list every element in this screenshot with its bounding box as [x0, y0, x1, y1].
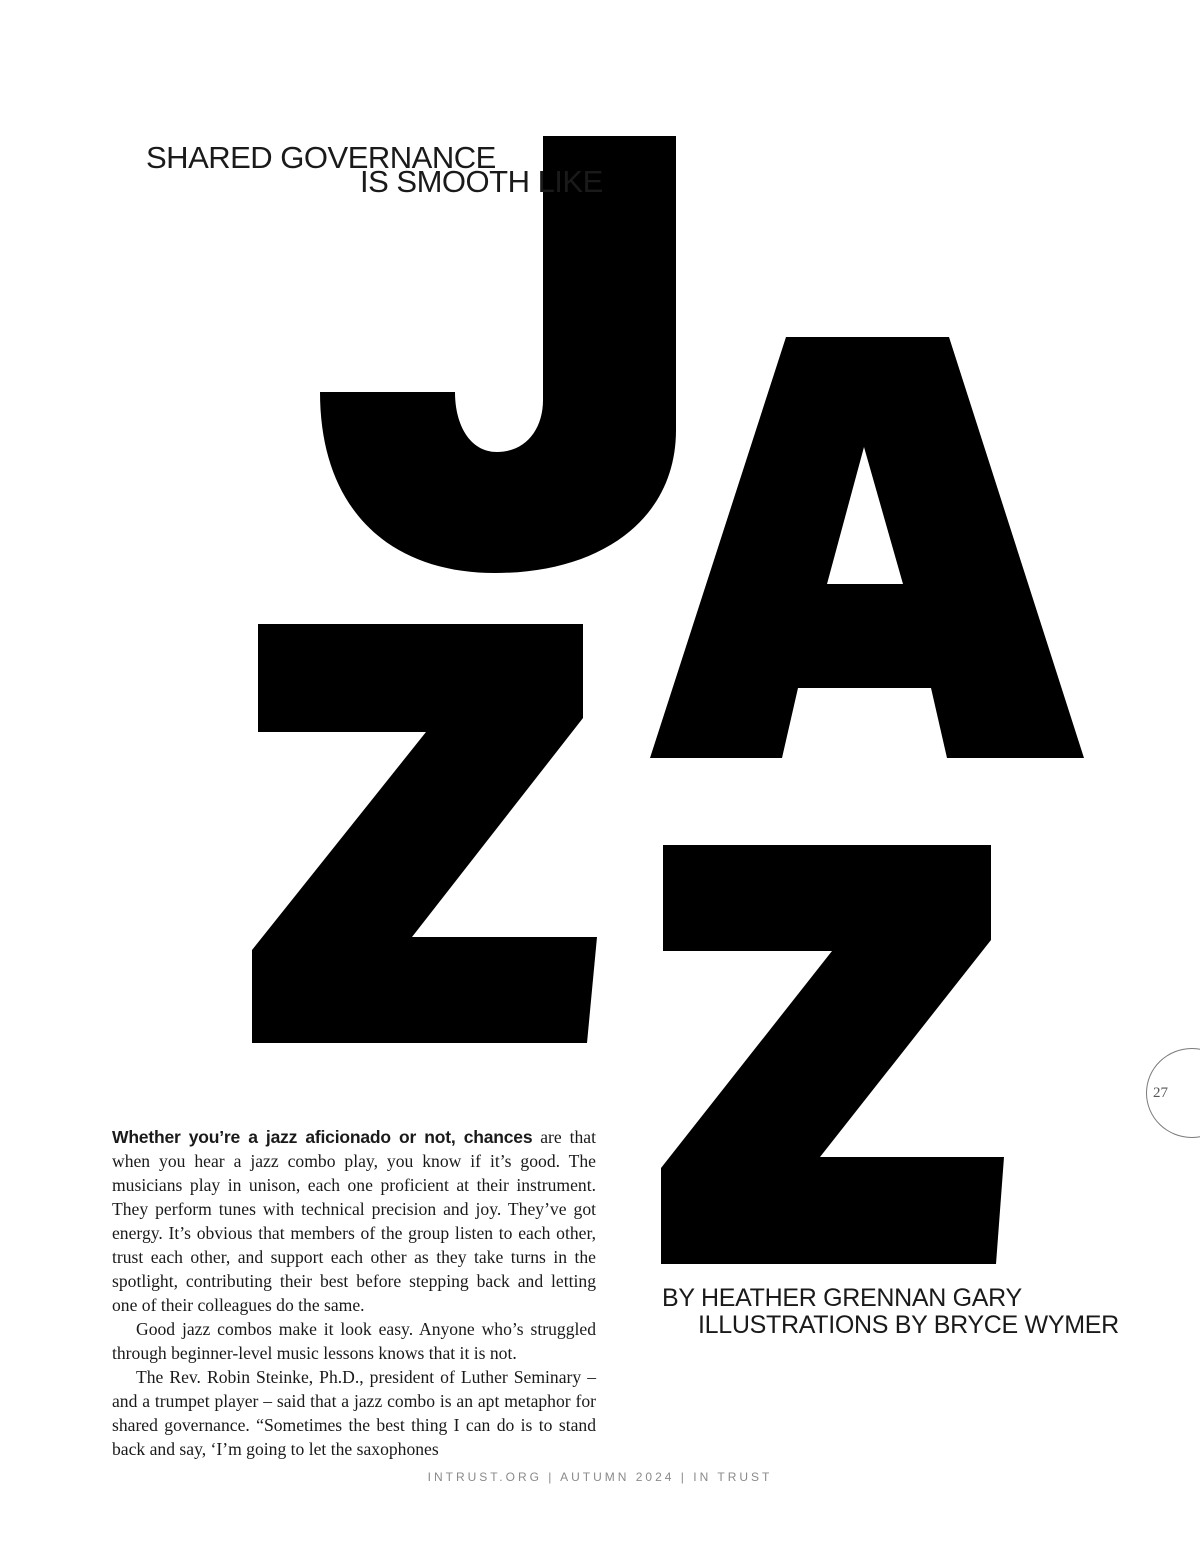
letter-j	[320, 136, 676, 573]
letter-z-1	[252, 624, 597, 1043]
article-paragraph-2: Good jazz combos make it look easy. Anyone who’s struggled through beginner-level music lessons knows that it is not.	[112, 1319, 596, 1363]
article-paragraph-1	[112, 1125, 596, 1317]
article-paragraph-1-text: are that when you hear a jazz combo play, you know if it’s good. The musicians play in unison, each one proficient at their instrument. They perform tunes with technical precision and joy. They’ve got energy. It’s obvious that members of the group listen to each other, trust each other, and support each other as they take turns in the spotlight, contributing their best before stepping back and letting one of their colleagues do the same.	[112, 1127, 597, 1315]
page-footer: INTRUST.ORG | AUTUMN 2024 | IN TRUST	[427, 1470, 773, 1484]
page-number: 27	[1153, 1085, 1168, 1101]
byline-illustrator: ILLUSTRATIONS BY BRYCE WYMER	[698, 1311, 1119, 1339]
headline-kicker-line-2: IS SMOOTH LIKE	[360, 164, 603, 199]
letter-z-2	[661, 845, 1004, 1264]
letter-a	[650, 337, 1084, 758]
article-lead-in: Whether you’re a jazz aficionado or not, chances	[112, 1127, 533, 1147]
headline-kicker-line-1: SHARED GOVERNANCE	[146, 140, 496, 175]
article-body	[112, 1125, 596, 1461]
byline-author: BY HEATHER GRENNAN GARY	[662, 1284, 1022, 1312]
article-paragraph-3: The Rev. Robin Steinke, Ph.D., president of Luther Seminary – and a trumpet player – said that a jazz combo is an apt metaphor for shared governance. “Sometimes the best thing I can do is to stand back and say, ‘I’m going to let the saxophones	[112, 1367, 596, 1459]
